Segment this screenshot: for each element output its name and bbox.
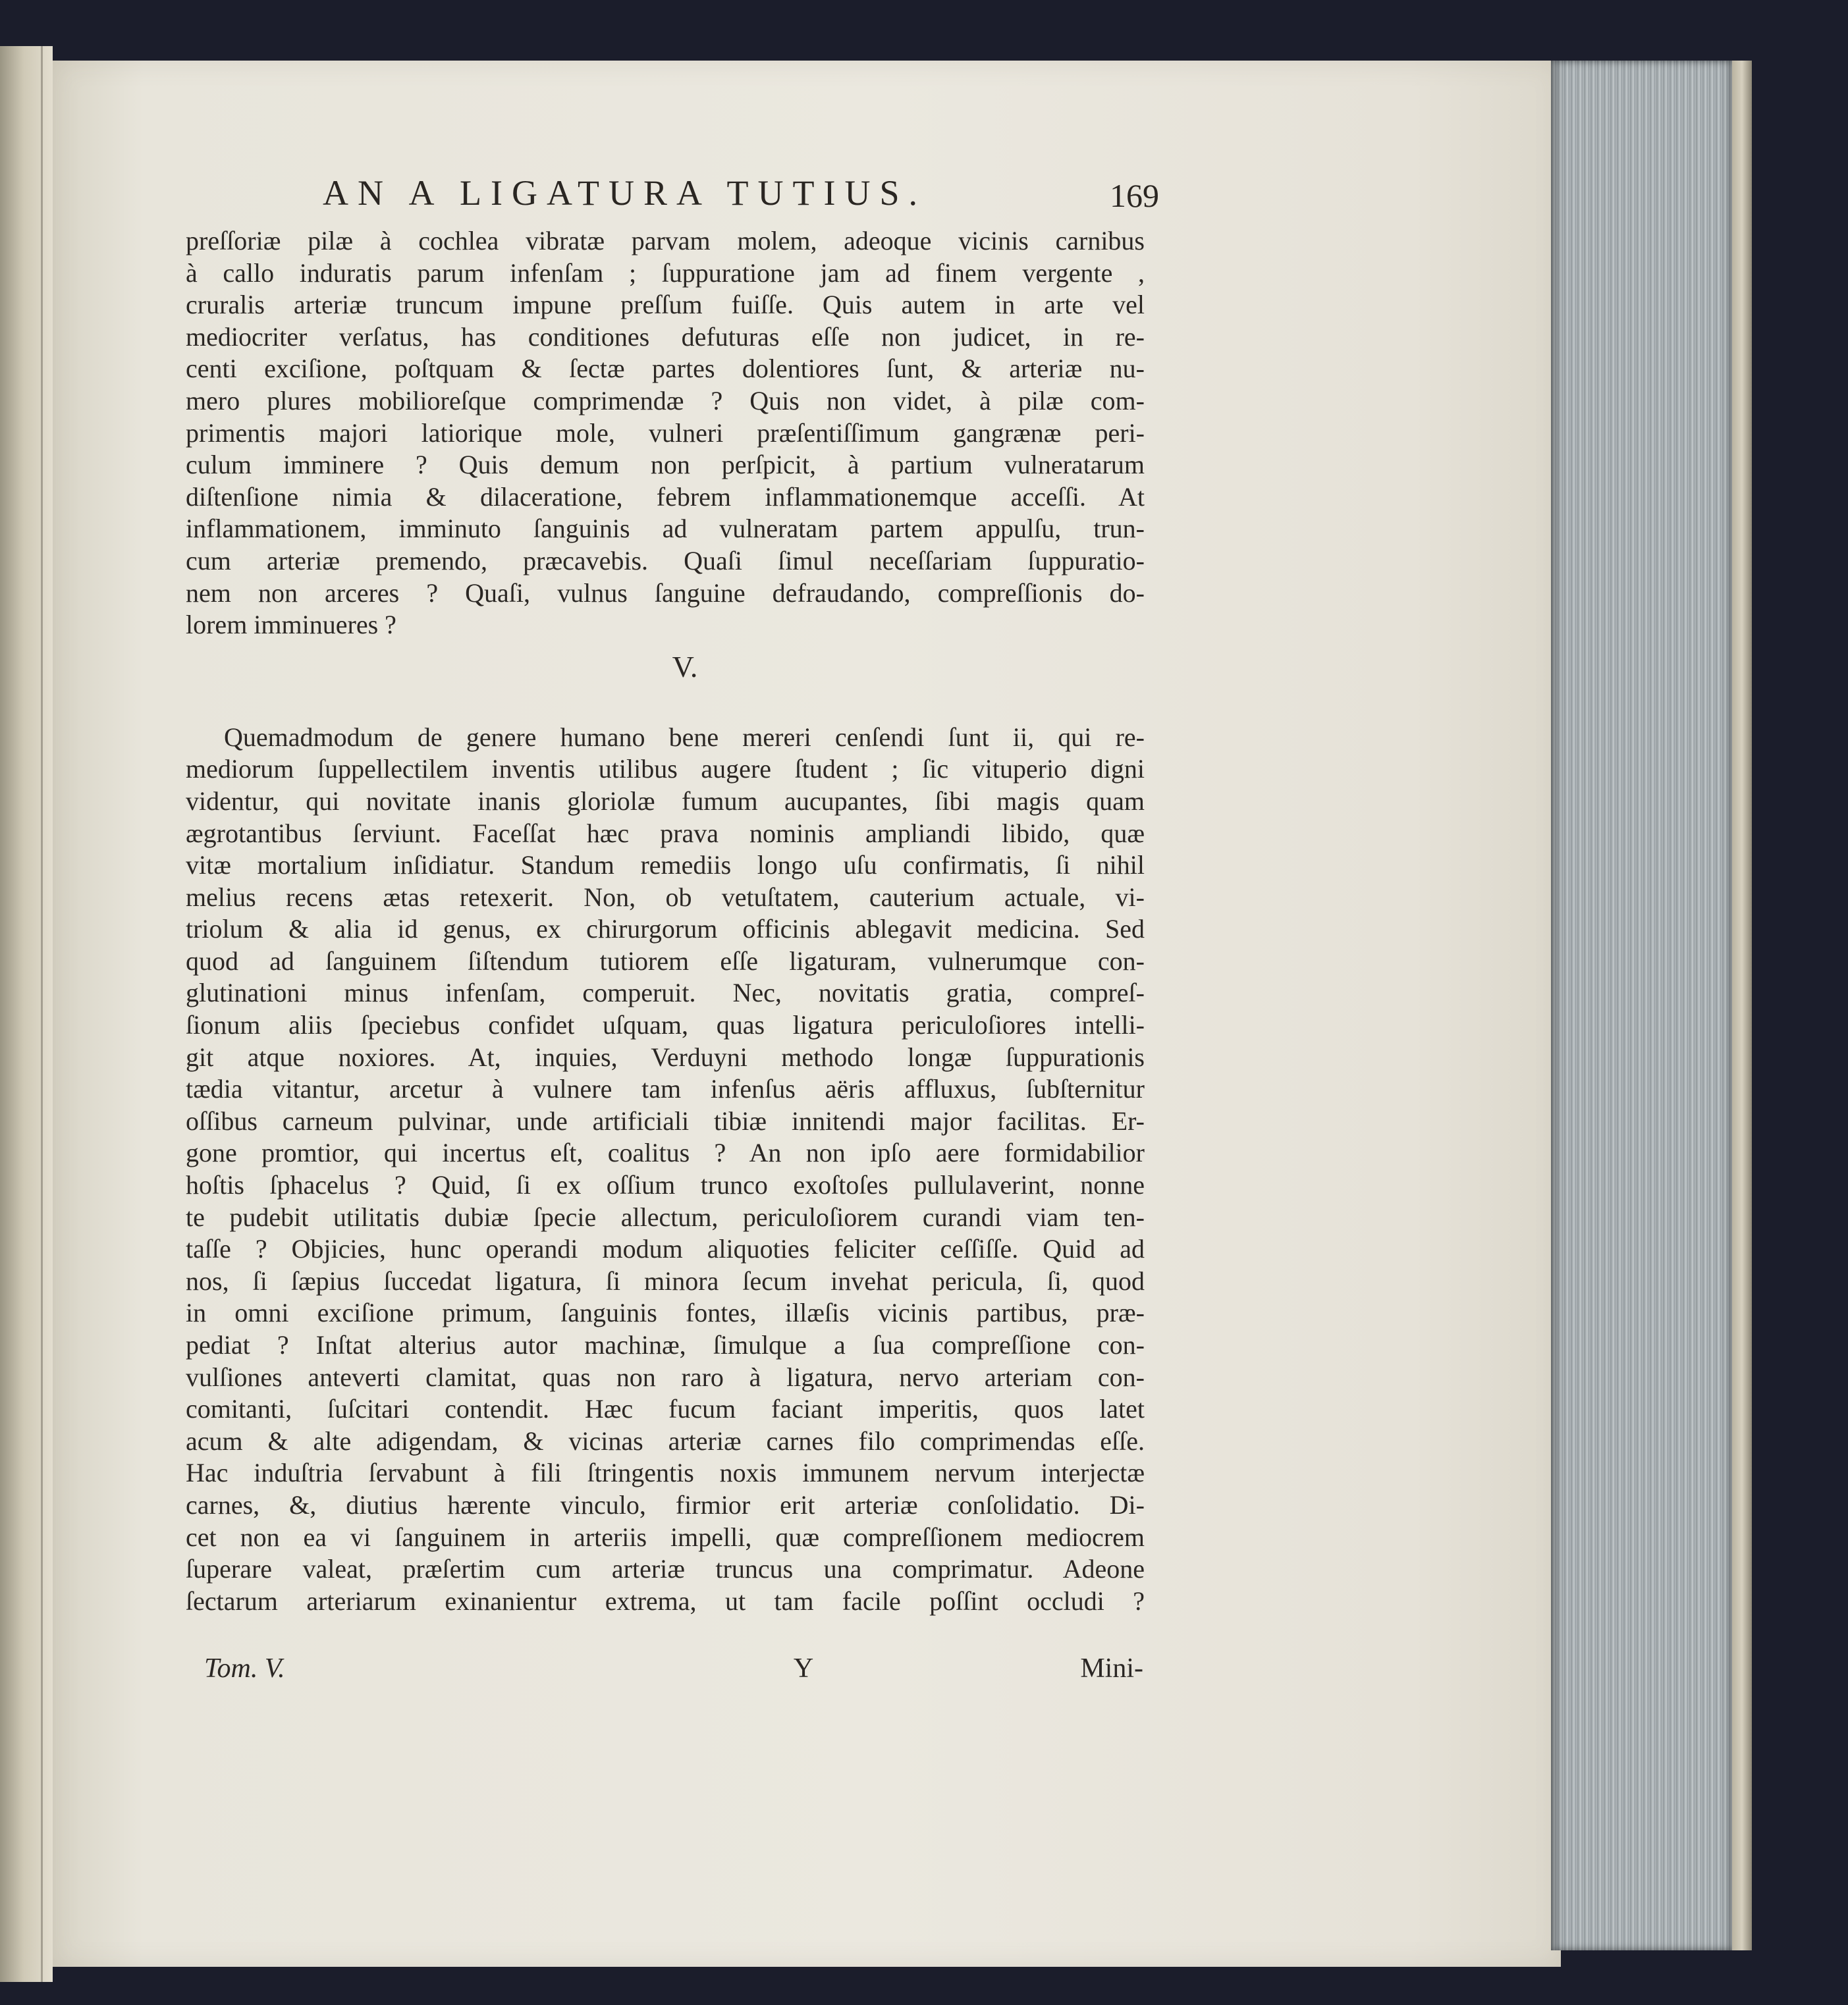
page-header xyxy=(323,173,1159,219)
facing-page-edge xyxy=(0,46,53,1982)
text-line: taſſe ? Objicies, hunc operandi modum aliquoties feliciter ceſſiſſe. Quid ad xyxy=(186,1234,1145,1264)
running-head: AN A LIGATURA TUTIUS. xyxy=(323,173,927,213)
body-text xyxy=(186,225,1145,1617)
text-line: mediocriter verſatus, has conditiones defuturas eſſe non judicet, in re- xyxy=(186,321,1145,352)
text-line: diſtenſione nimia & dilaceratione, febrem inflammationemque acceſſi. At xyxy=(186,481,1145,512)
text-line: ſionum aliis ſpeciebus confidet uſquam, quas ligatura periculoſiores intelli- xyxy=(186,1010,1145,1040)
text-line: carnes, &, diutius hærente vinculo, firmior erit arteriæ conſolidatio. Di- xyxy=(186,1489,1145,1520)
text-line: inflammationem, imminuto ſanguinis ad vulneratam partem appulſu, trun- xyxy=(186,514,1145,544)
text-line: tædia vitantur, arcetur à vulnere tam infenſus aëris affluxus, ſubſternitur xyxy=(186,1074,1145,1104)
text-line: hoſtis ſphacelus ? Quid, ſi ex oſſium trunco exoſtoſes pullulaverint, nonne xyxy=(186,1170,1145,1200)
text-line: quod ad ſanguinem ſiſtendum tutiorem eſſe ligaturam, vulnerumque con- xyxy=(186,946,1145,976)
text-line: Hac induſtria ſervabunt à fili ſtringentis noxis immunem nervum interjectæ xyxy=(186,1458,1145,1488)
section-numeral: V. xyxy=(672,649,698,683)
paragraph-1 xyxy=(186,225,1145,641)
text-line: te pudebit utilitatis dubiæ ſpecie allectum, periculoſiorem curandi viam ten- xyxy=(186,1202,1145,1232)
catchword: Mini- xyxy=(1080,1653,1143,1684)
text-line: culum imminere ? Quis demum non perſpicit, à partium vulneratarum xyxy=(186,450,1145,480)
text-line: preſſoriæ pilæ à cochlea vibratæ parvam molem, adeoque vicinis carnibus xyxy=(186,226,1145,255)
text-line: ſuperare valeat, præſertim cum arteriæ truncus una comprimatur. Adeone xyxy=(186,1554,1145,1584)
binding-edge xyxy=(1732,61,1752,1950)
text-line: videntur, qui novitate inanis gloriolæ fumum aucupantes, ſibi magis quam xyxy=(186,786,1145,816)
page-number: 169 xyxy=(1110,177,1159,214)
page-footer xyxy=(204,1653,1143,1692)
text-line: glutinationi minus infenſam, comperuit. Nec, novitatis gratia, compreſ- xyxy=(186,978,1145,1008)
text-block-fore-edge xyxy=(1551,61,1732,1950)
text-line: ægrotantibus ſerviunt. Faceſſat hæc prava nominis ampliandi libido, quæ xyxy=(186,818,1145,848)
text-line: nem non arceres ? Quaſi, vulnus ſanguine defraudando, compreſſionis do- xyxy=(186,577,1145,608)
text-line: nos, ſi ſæpius ſuccedat ligatura, ſi minora ſecum invehat pericula, ſi, quod xyxy=(186,1266,1145,1296)
text-line: cet non ea vi ſanguinem in arteriis impelli, quæ compreſſionem mediocrem xyxy=(186,1522,1145,1552)
text-line: pediat ? Inſtat alterius autor machinæ, ſimulque a ſua compreſſione con- xyxy=(186,1330,1145,1360)
text-line: ſectarum arteriarum exinanientur extrema, ut tam facile poſſint occludi ? xyxy=(186,1586,1145,1616)
text-line: lorem imminueres ? xyxy=(186,610,396,640)
text-line: centi exciſione, poſtquam & ſectæ partes dolentiores ſunt, & arteriæ nu- xyxy=(186,354,1145,384)
gutter-shadow xyxy=(41,46,43,1982)
paragraph-2 xyxy=(186,722,1145,1618)
volume-signature: Tom. V. xyxy=(204,1653,285,1684)
text-line: in omni exciſione primum, ſanguinis fontes, illæſis vicinis partibus, præ- xyxy=(186,1298,1145,1328)
text-line: mediorum ſuppellectilem inventis utilibus augere ſtudent ; ſic vituperio digni xyxy=(186,754,1145,784)
text-line: à callo induratis parum infenſam ; ſuppuratione jam ad finem vergente , xyxy=(186,257,1145,288)
signature-mark: Y xyxy=(793,1653,814,1684)
text-line: oſſibus carneum pulvinar, unde artificiali tibiæ innitendi major facilitas. Er- xyxy=(186,1106,1145,1136)
text-line: mero plures mobilioreſque comprimendæ ? Quis non videt, à pilæ com- xyxy=(186,385,1145,415)
text-line: comitanti, ſuſcitari contendit. Hæc fucum faciant imperitis, quos latet xyxy=(186,1394,1145,1424)
text-line: primentis majori latiorique mole, vulneri præſentiſſimum gangrænæ peri- xyxy=(186,417,1145,448)
text-line: melius recens ætas retexerit. Non, ob vetuſtatem, cauterium actuale, vi- xyxy=(186,882,1145,912)
text-line: cum arteriæ premendo, præcavebis. Quaſi ſimul neceſſariam ſuppuratio- xyxy=(186,545,1145,575)
text-line: vitæ mortalium inſidiatur. Standum remediis longo uſu confirmatis, ſi nihil xyxy=(186,850,1145,880)
text-line: Quemadmodum de genere humano bene mereri cenſendi ſunt ii, qui re- xyxy=(224,722,1145,752)
text-line: gone promtior, qui incertus eſt, coalitus ? An non ipſo aere formidabilior xyxy=(186,1138,1145,1168)
text-line: vulſiones anteverti clamitat, quas non raro à ligatura, nervo arteriam con- xyxy=(186,1362,1145,1392)
text-line: git atque noxiores. At, inquies, Verduyni methodo longæ ſuppurationis xyxy=(186,1042,1145,1072)
text-line: acum & alte adigendam, & vicinas arteriæ carnes filo comprimendas eſſe. xyxy=(186,1426,1145,1456)
text-line: triolum & alia id genus, ex chirurgorum officinis ablegavit medicina. Sed xyxy=(186,914,1145,944)
text-line: cruralis arteriæ truncum impune preſſum fuiſſe. Quis autem in arte vel xyxy=(186,290,1145,320)
